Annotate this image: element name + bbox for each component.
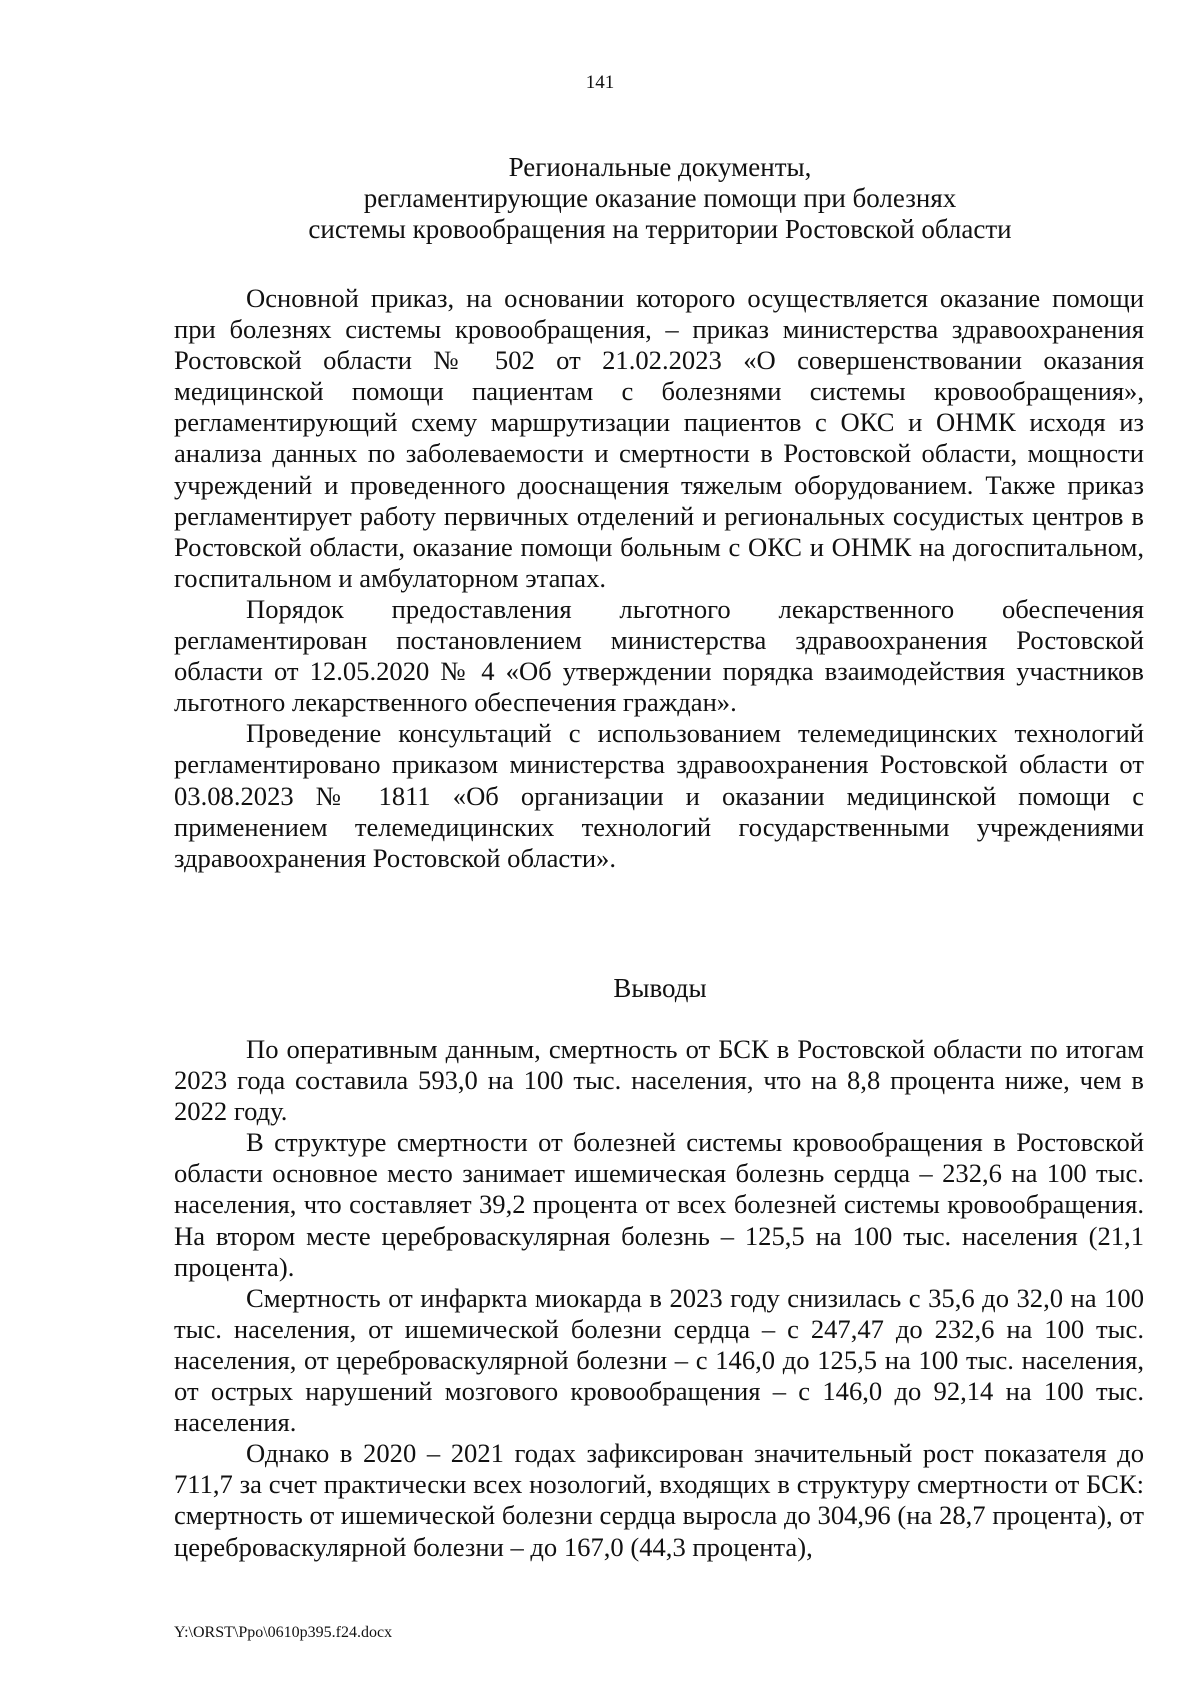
- title-line-2: регламентирующие оказание помощи при болезнях: [363, 183, 957, 213]
- paragraph-main-order: Основной приказ, на основании которого осуществляется оказание помощи при болезнях системы кровообращения, – приказ министерства здравоохранения Ростовской области № 502 от 21.02.2023 «О совершенствовании оказания медицинской помощи пациентам с болезнями системы кровообращения», регламентирующий схему маршрутизации пациентов с ОКС и ОНМК исходя из анализа данных по заболеваемости и смертности в Ростовской области, мощности учреждений и проведенного дооснащения тяжелым оборудованием. Также приказ регламентирует работу первичных отделений и региональных сосудистых центров в Ростовской области, оказание помощи больным с ОКС и ОНМК на догоспитальном, госпитальном и амбулаторном этапах.: [174, 283, 1144, 593]
- file-path-footer: Y:\ORST\Ppo\0610p395.f24.docx: [174, 1624, 393, 1641]
- paragraph-mortality-2023: По оперативным данным, смертность от БСК в Ростовской области по итогам 2023 года составила 593,0 на 100 тыс. населения, что на 8,8 процента ниже, чем в 2022 году.: [174, 1034, 1144, 1127]
- regional-documents-section: [174, 283, 1144, 874]
- paragraph-mortality-structure: В структуре смертности от болезней системы кровообращения в Ростовской области основное место занимает ишемическая болезнь сердца – 232,6 на 100 тыс. населения, что составляет 39,2 процента от всех болезней системы кровообращения. На втором месте цереброваскулярная болезнь – 125,5 на 100 тыс. населения (21,1 процента).: [174, 1127, 1144, 1282]
- document-title: [160, 152, 1160, 245]
- title-line-1: Региональные документы,: [508, 152, 812, 182]
- page-number: 141: [585, 72, 615, 93]
- paragraph-mortality-growth: Однако в 2020 – 2021 годах зафиксирован значительный рост показателя до 711,7 за счет практически всех нозологий, входящих в структуру смертности от БСК: смертность от ишемической болезни сердца выросла до 304,96 (на 28,7 процента), от цереброваскулярной болезни – до 167,0 (44,3 процента),: [174, 1438, 1144, 1562]
- conclusions-heading: Выводы: [613, 973, 707, 1003]
- paragraph-drug-provision: Порядок предоставления льготного лекарственного обеспечения регламентирован постановлением министерства здравоохранения Ростовской области от 12.05.2020 № 4 «Об утверждении порядка взаимодействия участников льготного лекарственного обеспечения граждан».: [174, 593, 1144, 718]
- title-line-3: системы кровообращения на территории Ростовской области: [308, 214, 1012, 244]
- paragraph-telemedicine: Проведение консультаций с использованием телемедицинских технологий регламентировано приказом министерства здравоохранения Ростовской области от 03.08.2023 № 1811 «Об организации и оказании медицинской помощи с применением телемедицинских технологий государственными учреждениями здравоохранения Ростовской области».: [174, 718, 1144, 873]
- conclusions-section: [174, 1034, 1144, 1563]
- paragraph-mortality-decrease: Смертность от инфаркта миокарда в 2023 году снизилась с 35,6 до 32,0 на 100 тыс. населения, от ишемической болезни сердца – с 247,47 до 232,6 на 100 тыс. населения, от цереброваскулярной болезни – с 146,0 до 125,5 на 100 тыс. населения, от острых нарушений мозгового кровообращения – с 146,0 до 92,14 на 100 тыс. населения.: [174, 1282, 1144, 1438]
